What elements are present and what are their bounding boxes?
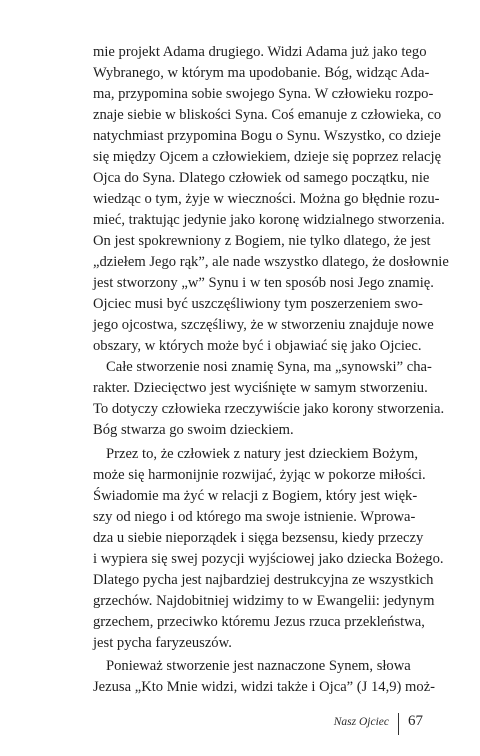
text-line: Świadomie ma żyć w relacji z Bogiem, który jest więk- xyxy=(93,488,418,504)
text-line: mie projekt Adama drugiego. Widzi Adama już jako tego xyxy=(93,44,427,60)
text-line: wiedząc o tym, żyje w wieczności. Można go błędnie rozu- xyxy=(93,191,440,207)
text-line: Dlatego pycha jest najbardziej destrukcyjna ze wszystkich xyxy=(93,572,434,588)
footer-divider xyxy=(398,713,399,735)
text-line: szy od niego i od którego ma swoje istnienie. Wprowa- xyxy=(93,509,416,525)
text-line: obszary, w których może być i objawiać się jako Ojciec. xyxy=(93,338,422,354)
text-line: jego ojcostwa, szczęśliwy, że w stworzeniu znajduje nowe xyxy=(93,317,434,333)
text-line: Ojca do Syna. Dlatego człowiek od samego początku, nie xyxy=(93,170,430,186)
text-line: natychmiast przypomina Bogu o Synu. Wszystko, co dzieje xyxy=(93,128,441,144)
text-line: znaje siebie w bliskości Syna. Coś emanuje z człowieka, co xyxy=(93,107,442,123)
text-line: mieć, traktując jedynie jako koronę widzialnego stworzenia. xyxy=(93,212,445,228)
text-line: jest pycha faryzeuszów. xyxy=(93,635,232,651)
paragraph-first-line: Całe stworzenie nosi znamię Syna, ma „synowski” cha- xyxy=(106,359,432,375)
paragraph-first-line: Przez to, że człowiek z natury jest dzieckiem Bożym, xyxy=(106,446,419,462)
text-line: może się harmonijnie rozwijać, żyjąc w pokorze miłości. xyxy=(93,467,426,483)
text-line: „dziełem Jego rąk”, ale nade wszystko dlatego, że dosłownie xyxy=(93,254,449,270)
paragraph-first-line: Ponieważ stworzenie jest naznaczone Synem, słowa xyxy=(106,658,411,674)
page-number: 67 xyxy=(408,713,423,729)
text-line: ma, przypomina sobie swojego Syna. W człowieku rozpo- xyxy=(93,86,434,102)
text-line: To dotyczy człowieka rzeczywiście jako korony stworzenia. xyxy=(93,401,445,417)
text-line: się między Ojcem a człowiekiem, dzieje się poprzez relację xyxy=(93,149,442,165)
text-line: jest stworzony „w” Synu i w ten sposób nosi Jego znamię. xyxy=(93,275,434,291)
text-line: Wybranego, w którym ma upodobanie. Bóg, widząc Ada- xyxy=(93,65,430,81)
text-line: On jest spokrewniony z Bogiem, nie tylko dlatego, że jest xyxy=(93,233,431,249)
text-line: grzechem, przeciwko któremu Jezus rzuca przekleństwa, xyxy=(93,614,425,630)
running-head: Nasz Ojciec xyxy=(333,716,389,728)
text-line: rakter. Dziecięctwo jest wyciśnięte w samym stworzeniu. xyxy=(93,380,428,396)
page-footer xyxy=(0,713,480,737)
text-line: Ojciec musi być uszczęśliwiony tym poszerzeniem swo- xyxy=(93,296,423,312)
text-line: dza u siebie nieporządek i sięga bezsensu, kiedy przeczy xyxy=(93,530,424,546)
text-line: Bóg stwarza go swoim dzieckiem. xyxy=(93,422,294,438)
text-line: Jezusa „Kto Mnie widzi, widzi także i Ojca” (J 14,9) moż- xyxy=(93,679,436,695)
text-line: i wypiera się swej pozycji wyjściowej jako dziecka Bożego. xyxy=(93,551,444,567)
text-line: grzechów. Najdobitniej widzimy to w Ewangelii: jedynym xyxy=(93,593,435,609)
